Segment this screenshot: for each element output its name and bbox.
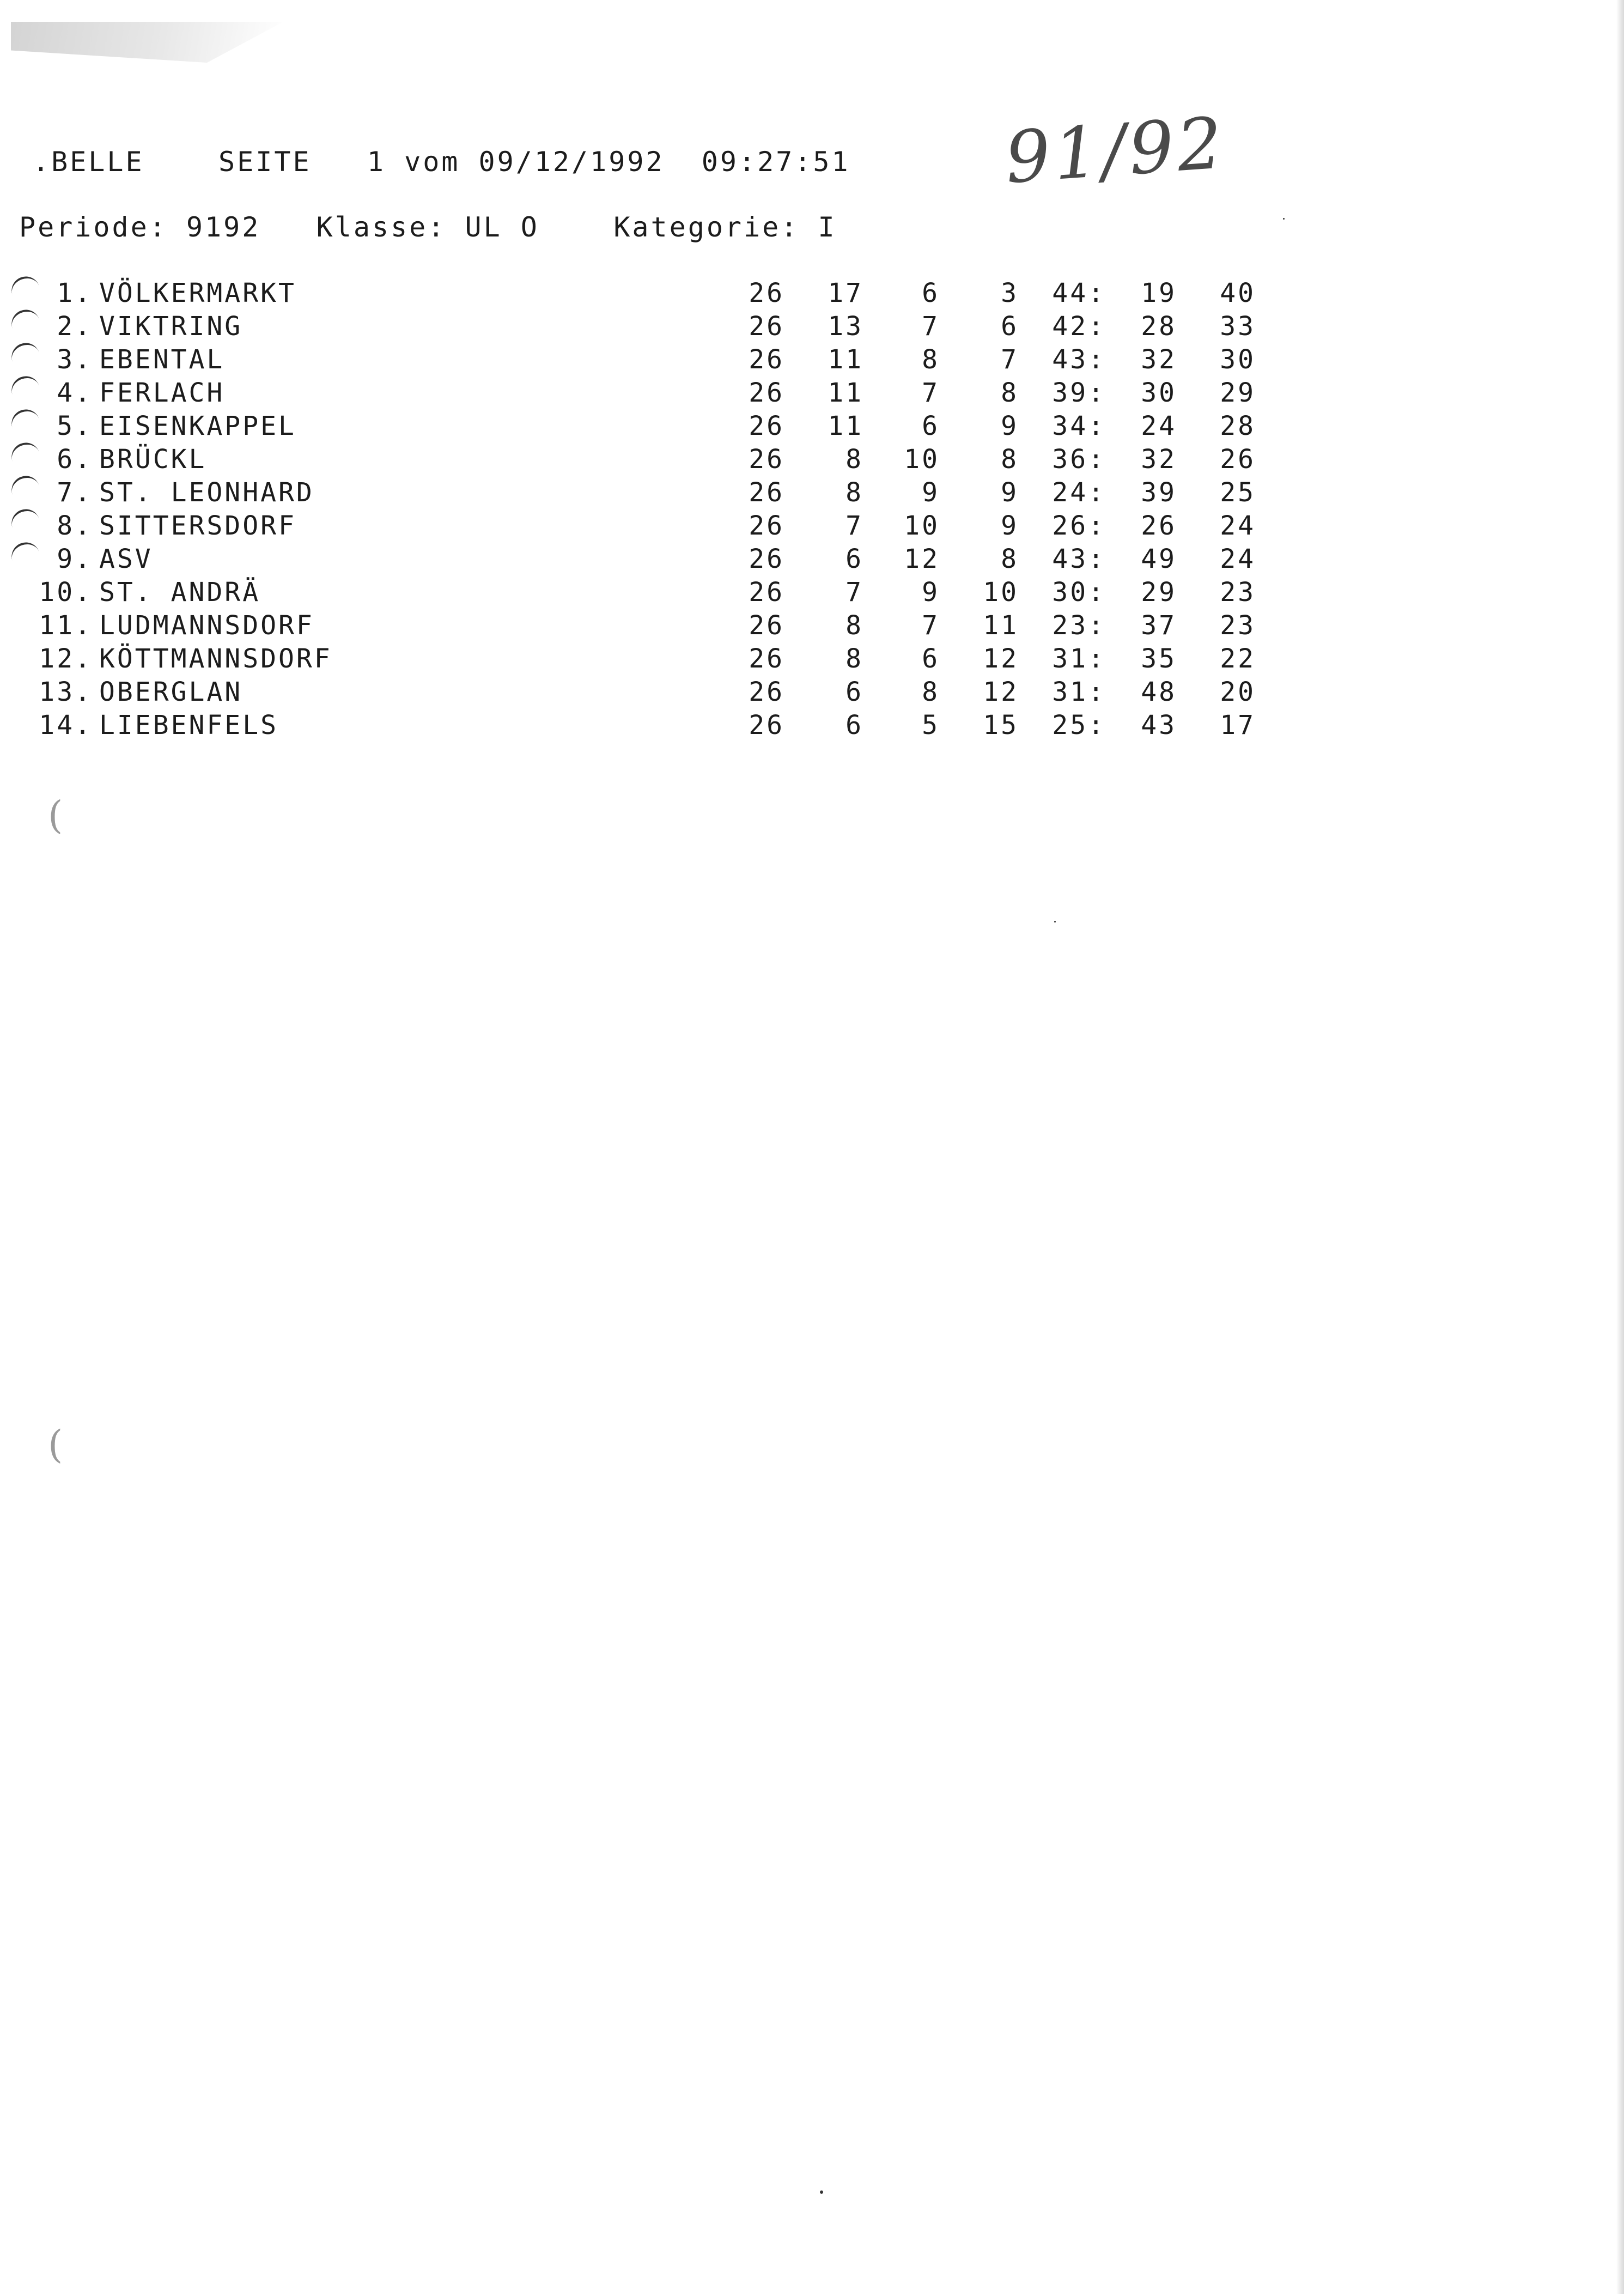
cell-drawn: 12 [904, 544, 940, 574]
cell-team: LUDMANNSDORF [99, 610, 314, 641]
report-header [33, 146, 850, 178]
cell-lost: 9 [1001, 411, 1019, 441]
table-row [0, 476, 1307, 509]
cell-won: 13 [828, 311, 863, 342]
cell-played: 26 [749, 444, 784, 475]
cell-won: 17 [828, 278, 863, 308]
cell-rank: 3. [57, 344, 93, 375]
cell-goals-for: 30: [1052, 577, 1106, 608]
cell-lost: 12 [983, 677, 1019, 707]
header-time: 09:27:51 [701, 146, 850, 178]
cell-played: 26 [749, 278, 784, 308]
cell-rank: 10. [39, 577, 93, 608]
cell-drawn: 7 [922, 378, 940, 408]
meta-line [19, 211, 837, 243]
table-row [0, 609, 1307, 642]
cell-won: 11 [828, 411, 863, 441]
cell-goals-against: 32 [1141, 444, 1177, 475]
cell-points: 17 [1220, 710, 1256, 741]
cell-played: 26 [749, 378, 784, 408]
cell-played: 26 [749, 644, 784, 674]
cell-drawn: 10 [904, 511, 940, 541]
cell-goals-for: 43: [1052, 544, 1106, 574]
cell-drawn: 9 [922, 577, 940, 608]
cell-goals-against: 32 [1141, 344, 1177, 375]
cell-goals-for: 34: [1052, 411, 1106, 441]
cell-lost: 8 [1001, 378, 1019, 408]
handwritten-season-note: 91/92 [1002, 101, 1228, 199]
cell-won: 6 [846, 677, 863, 707]
cell-drawn: 10 [904, 444, 940, 475]
cell-won: 8 [846, 644, 863, 674]
header-vom-label: vom [404, 146, 460, 178]
punch-hole-mark-icon: ( [48, 793, 63, 838]
cell-drawn: 6 [922, 644, 940, 674]
cell-won: 11 [828, 378, 863, 408]
cell-goals-for: 31: [1052, 677, 1106, 707]
table-row [0, 377, 1307, 410]
meta-klasse: Klasse: UL O [316, 211, 539, 243]
cell-drawn: 9 [922, 477, 940, 508]
cell-points: 25 [1220, 477, 1256, 508]
meta-periode: Periode: 9192 [19, 211, 261, 243]
cell-goals-for: 24: [1052, 477, 1106, 508]
scan-smudge [11, 22, 283, 63]
cell-lost: 9 [1001, 511, 1019, 541]
cell-won: 7 [846, 511, 863, 541]
cell-rank: 11. [39, 610, 93, 641]
table-row [0, 310, 1307, 343]
cell-drawn: 5 [922, 710, 940, 741]
cell-team: VIKTRING [99, 311, 243, 342]
cell-rank: 9. [57, 544, 93, 574]
scan-speck [1283, 218, 1285, 220]
cell-rank: 1. [57, 278, 93, 308]
cell-rank: 8. [57, 511, 93, 541]
cell-points: 23 [1220, 577, 1256, 608]
cell-goals-against: 43 [1141, 710, 1177, 741]
cell-team: ASV [99, 544, 153, 574]
cell-played: 26 [749, 411, 784, 441]
cell-goals-for: 44: [1052, 278, 1106, 308]
cell-team: BRÜCKL [99, 444, 207, 475]
table-row [0, 543, 1307, 576]
cell-played: 26 [749, 311, 784, 342]
cell-team: EISENKAPPEL [99, 411, 296, 441]
cell-lost: 7 [1001, 344, 1019, 375]
cell-points: 26 [1220, 444, 1256, 475]
cell-lost: 8 [1001, 444, 1019, 475]
table-row [0, 343, 1307, 377]
cell-won: 8 [846, 444, 863, 475]
cell-rank: 4. [57, 378, 93, 408]
cell-rank: 6. [57, 444, 93, 475]
cell-rank: 2. [57, 311, 93, 342]
standings-table [0, 277, 1307, 742]
cell-won: 8 [846, 477, 863, 508]
cell-team: FERLACH [99, 378, 225, 408]
cell-goals-against: 48 [1141, 677, 1177, 707]
cell-played: 26 [749, 610, 784, 641]
table-row [0, 509, 1307, 543]
cell-drawn: 7 [922, 610, 940, 641]
cell-points: 22 [1220, 644, 1256, 674]
table-row [0, 410, 1307, 443]
cell-points: 33 [1220, 311, 1256, 342]
cell-goals-for: 25: [1052, 710, 1106, 741]
cell-goals-against: 37 [1141, 610, 1177, 641]
cell-played: 26 [749, 477, 784, 508]
cell-won: 6 [846, 710, 863, 741]
cell-lost: 3 [1001, 278, 1019, 308]
cell-team: LIEBENFELS [99, 710, 278, 741]
cell-lost: 8 [1001, 544, 1019, 574]
cell-goals-for: 42: [1052, 311, 1106, 342]
cell-played: 26 [749, 511, 784, 541]
cell-lost: 15 [983, 710, 1019, 741]
cell-points: 28 [1220, 411, 1256, 441]
cell-played: 26 [749, 677, 784, 707]
cell-team: KÖTTMANNSDORF [99, 644, 332, 674]
cell-goals-against: 19 [1141, 278, 1177, 308]
cell-lost: 10 [983, 577, 1019, 608]
cell-goals-against: 28 [1141, 311, 1177, 342]
cell-goals-against: 24 [1141, 411, 1177, 441]
cell-goals-for: 31: [1052, 644, 1106, 674]
cell-won: 7 [846, 577, 863, 608]
cell-team: OBERGLAN [99, 677, 243, 707]
cell-played: 26 [749, 577, 784, 608]
cell-points: 29 [1220, 378, 1256, 408]
cell-lost: 12 [983, 644, 1019, 674]
cell-drawn: 6 [922, 411, 940, 441]
cell-won: 6 [846, 544, 863, 574]
cell-rank: 14. [39, 710, 93, 741]
cell-team: ST. LEONHARD [99, 477, 314, 508]
cell-points: 24 [1220, 544, 1256, 574]
punch-hole-mark-icon: ( [48, 1422, 63, 1467]
cell-played: 26 [749, 344, 784, 375]
cell-goals-against: 29 [1141, 577, 1177, 608]
table-row [0, 676, 1307, 709]
cell-points: 23 [1220, 610, 1256, 641]
table-row [0, 576, 1307, 609]
header-title-fragment: .BELLE [33, 146, 144, 178]
cell-rank: 7. [57, 477, 93, 508]
cell-rank: 12. [39, 644, 93, 674]
cell-team: SITTERSDORF [99, 511, 296, 541]
table-row [0, 709, 1307, 742]
header-date: 09/12/1992 [478, 146, 665, 178]
cell-team: EBENTAL [99, 344, 225, 375]
cell-lost: 6 [1001, 311, 1019, 342]
cell-goals-against: 39 [1141, 477, 1177, 508]
cell-points: 20 [1220, 677, 1256, 707]
cell-lost: 9 [1001, 477, 1019, 508]
scan-speck [820, 2190, 823, 2194]
cell-rank: 13. [39, 677, 93, 707]
cell-drawn: 7 [922, 311, 940, 342]
cell-points: 40 [1220, 278, 1256, 308]
cell-points: 30 [1220, 344, 1256, 375]
cell-drawn: 8 [922, 344, 940, 375]
cell-team: ST. ANDRÄ [99, 577, 261, 608]
header-page-number: 1 [367, 146, 386, 178]
cell-rank: 5. [57, 411, 93, 441]
meta-kategorie: Kategorie: I [613, 211, 837, 243]
cell-goals-against: 30 [1141, 378, 1177, 408]
cell-won: 8 [846, 610, 863, 641]
cell-drawn: 8 [922, 677, 940, 707]
cell-goals-against: 49 [1141, 544, 1177, 574]
cell-goals-for: 26: [1052, 511, 1106, 541]
header-seite-label: SEITE [218, 146, 312, 178]
table-row [0, 642, 1307, 676]
page-edge-shadow [1616, 0, 1624, 2294]
cell-played: 26 [749, 710, 784, 741]
cell-goals-against: 26 [1141, 511, 1177, 541]
cell-points: 24 [1220, 511, 1256, 541]
cell-goals-for: 43: [1052, 344, 1106, 375]
cell-won: 11 [828, 344, 863, 375]
cell-team: VÖLKERMARKT [99, 278, 296, 308]
cell-goals-for: 23: [1052, 610, 1106, 641]
table-row [0, 443, 1307, 476]
cell-goals-against: 35 [1141, 644, 1177, 674]
cell-goals-for: 39: [1052, 378, 1106, 408]
cell-played: 26 [749, 544, 784, 574]
cell-goals-for: 36: [1052, 444, 1106, 475]
cell-drawn: 6 [922, 278, 940, 308]
cell-lost: 11 [983, 610, 1019, 641]
table-row [0, 277, 1307, 310]
scan-speck [1054, 921, 1056, 923]
